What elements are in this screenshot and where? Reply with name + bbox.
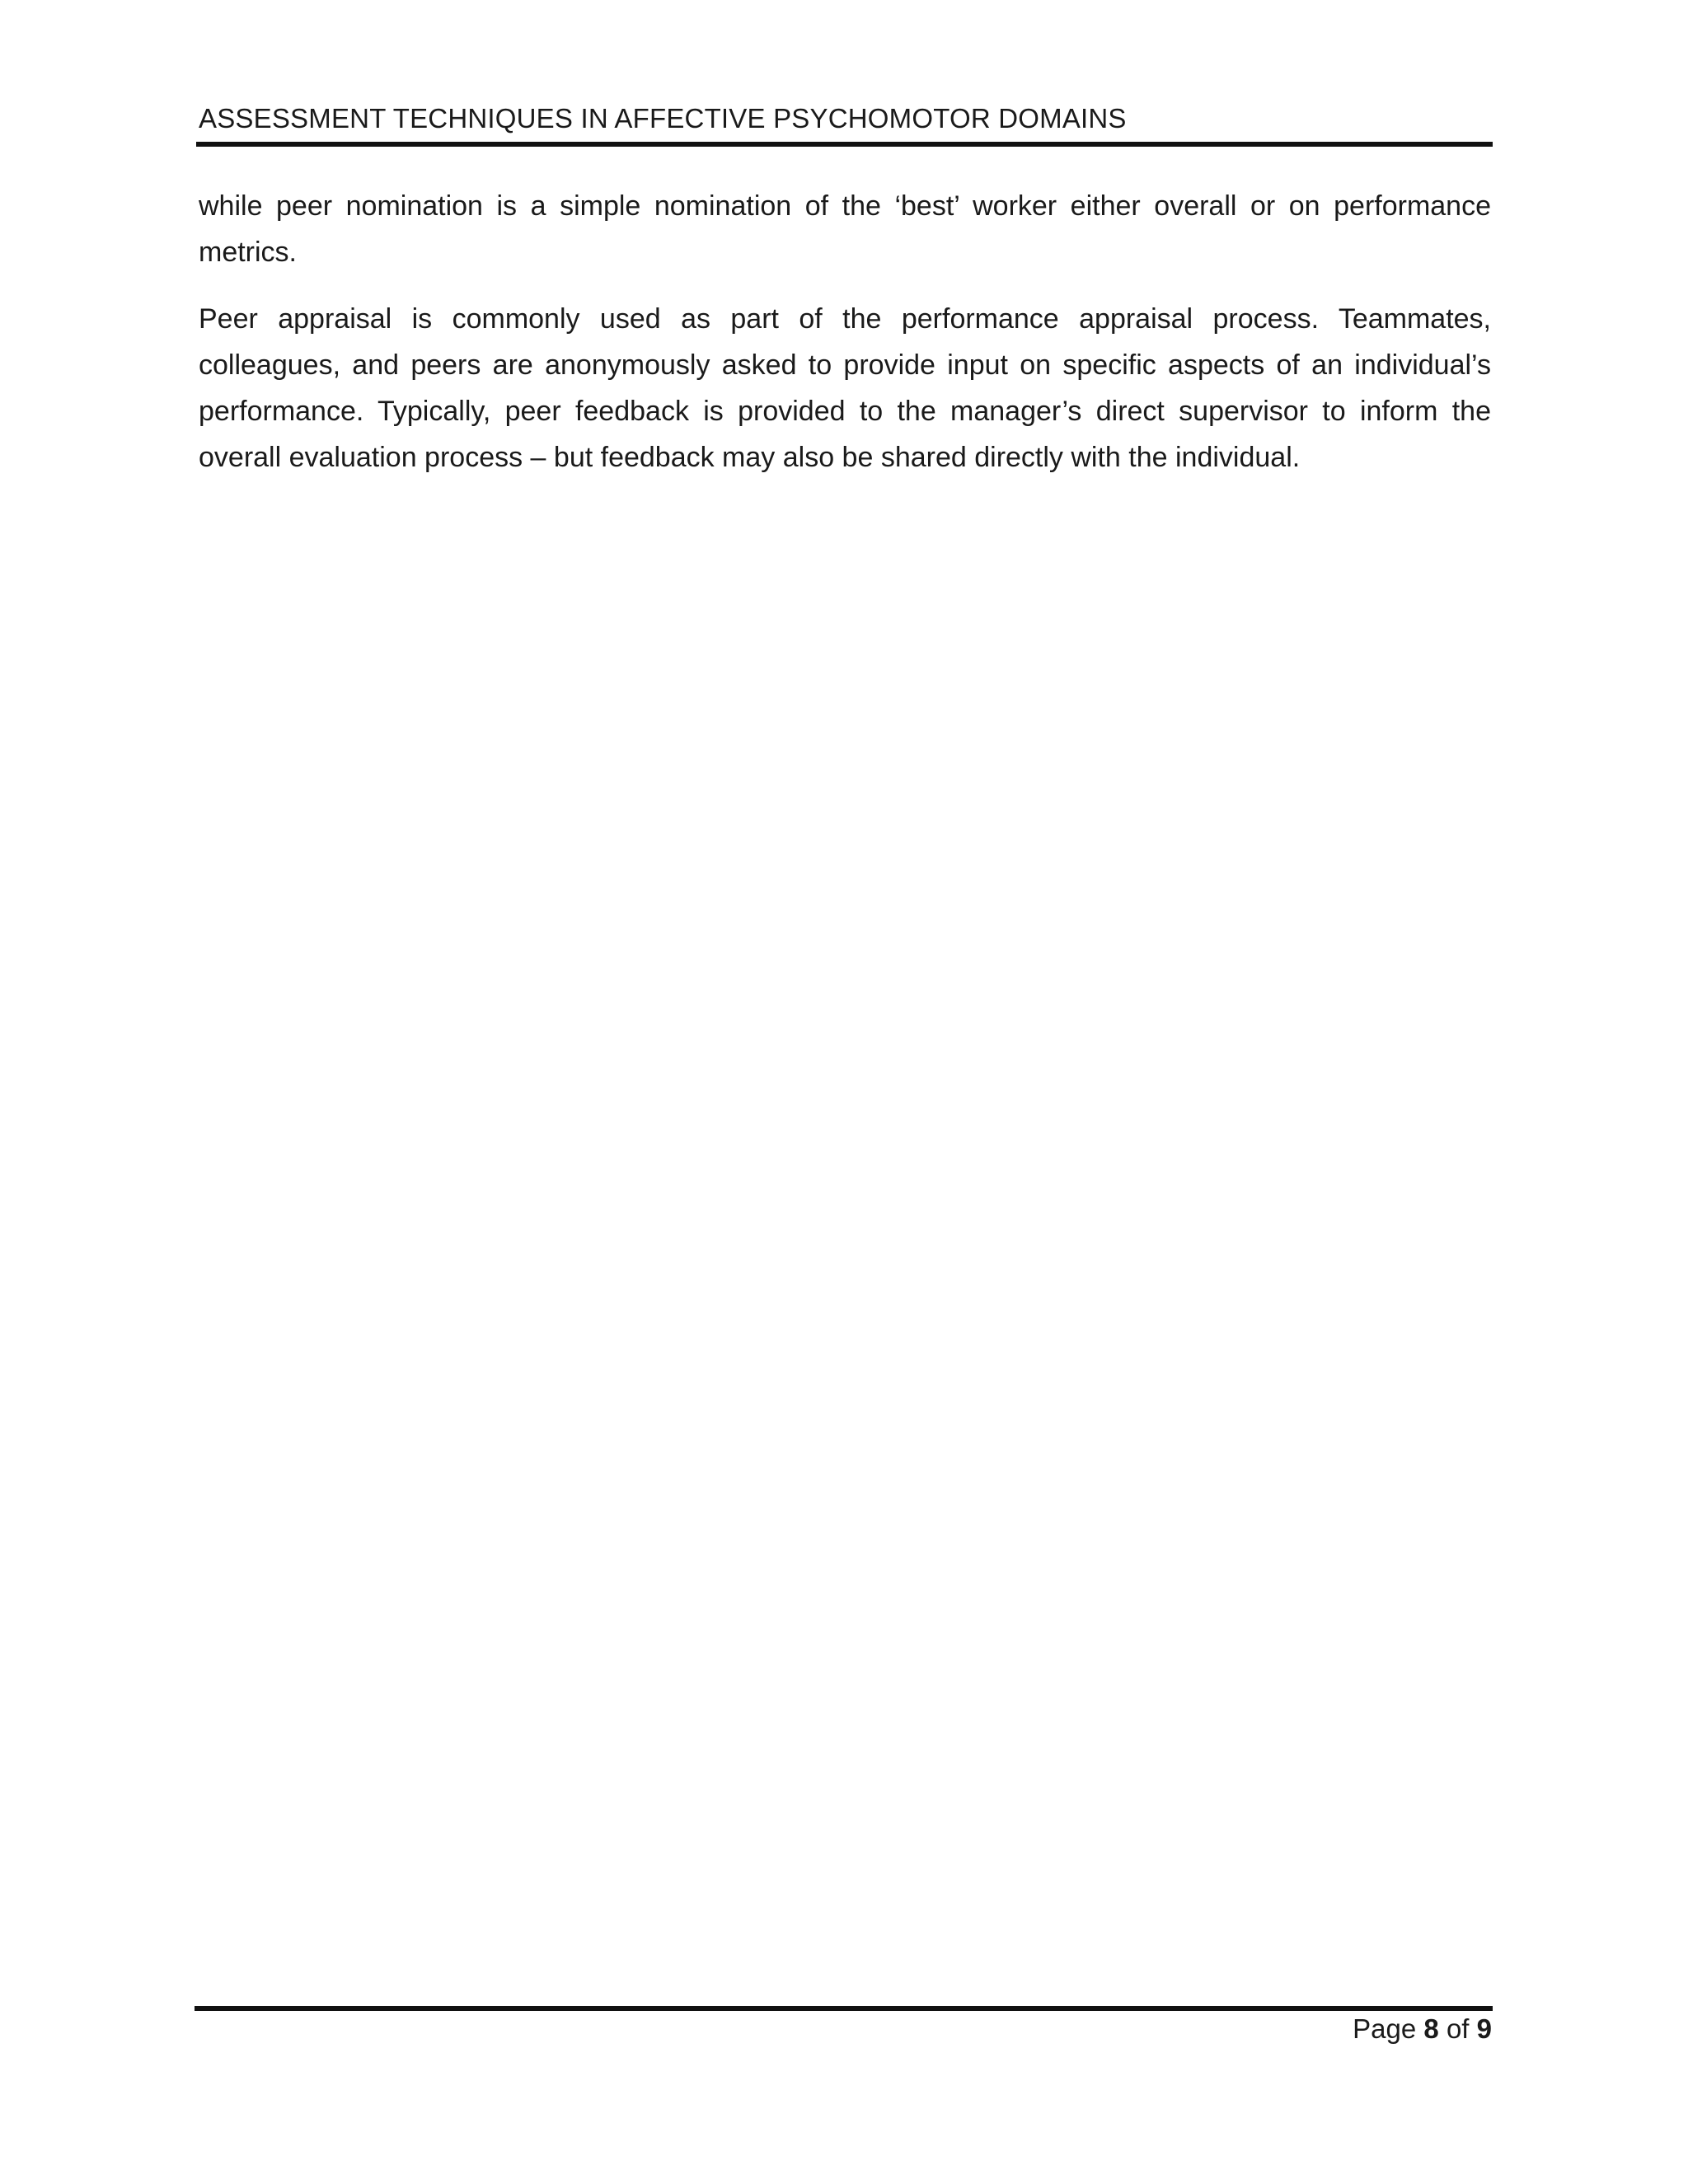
paragraph-peer-nomination: while peer nomination is a simple nomination of the ‘best’ worker either overall or on performance metrics. [199, 190, 1491, 268]
total-pages-number: 9 [1476, 2013, 1492, 2044]
paragraph-peer-appraisal: Peer appraisal is commonly used as part of the performance appraisal process. Teammates, colleagues, and peers are anonymously asked to provide input on specific aspects of an individual’s performance. Typically, peer feedback is provided to the manager’s direct supervisor to inform the overall evaluation process – but feedback may also be shared directly with the individual. [199, 303, 1491, 473]
page-prefix: Page [1353, 2013, 1417, 2044]
page-number [1353, 2011, 1492, 2047]
running-header-title: ASSESSMENT TECHNIQUES IN AFFECTIVE PSYCHOMOTOR DOMAINS [199, 103, 1127, 134]
current-page-number: 8 [1423, 2013, 1439, 2044]
page-separator: of [1446, 2013, 1470, 2044]
header-divider [196, 142, 1493, 147]
body-text [199, 183, 1491, 480]
footer-divider [195, 2006, 1493, 2011]
